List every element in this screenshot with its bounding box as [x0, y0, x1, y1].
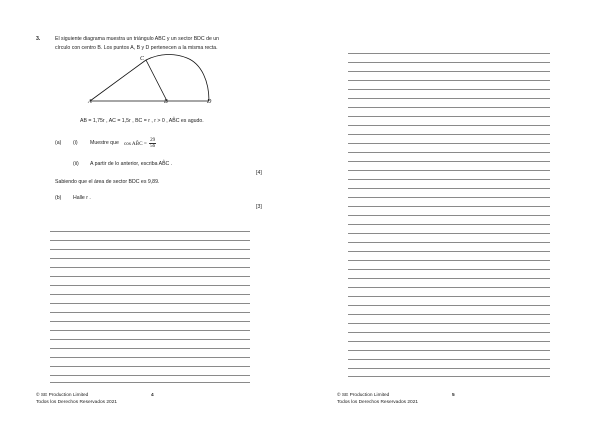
- answer-line: [348, 206, 550, 207]
- answer-line: [348, 350, 550, 351]
- side-ac: [90, 60, 146, 101]
- answer-line: [348, 359, 550, 360]
- question-intro-line-2: círculo con centro B. Los puntos A, B y D pertenecen a la misma recta.: [55, 45, 218, 51]
- triangle-sector-diagram: [80, 52, 220, 110]
- answer-line: [50, 303, 250, 304]
- answer-line: [50, 330, 250, 331]
- answer-line: [348, 332, 550, 333]
- answer-line: [348, 341, 550, 342]
- part-a-ii-text: A partir de lo anterior, escriba AB̂C .: [90, 161, 173, 167]
- answer-line: [348, 125, 550, 126]
- fraction: [149, 138, 156, 150]
- answer-line: [348, 170, 550, 171]
- sector-area-text: Sabiendo que el área de sector BDC es 9,89.: [55, 179, 160, 185]
- answer-line: [50, 321, 250, 322]
- answer-line: [348, 314, 550, 315]
- part-b-text: Halle r .: [73, 195, 91, 201]
- answer-line: [348, 71, 550, 72]
- part-a-i-expression: [124, 138, 156, 150]
- page-number-left: 4: [151, 393, 154, 398]
- answer-line: [348, 80, 550, 81]
- vertex-label-a: A: [88, 99, 92, 105]
- answer-line: [50, 258, 250, 259]
- footer-publisher-right: © SE Production Limited: [337, 393, 390, 398]
- footer-rights-left: Todos los Derechos Reservados 2021: [36, 400, 118, 405]
- answer-line: [348, 260, 550, 261]
- answer-line: [348, 89, 550, 90]
- answer-line: [50, 375, 250, 376]
- answer-line: [348, 98, 550, 99]
- part-a-label: (a): [55, 140, 62, 146]
- answer-line: [348, 197, 550, 198]
- answer-line: [348, 233, 550, 234]
- answer-line: [348, 107, 550, 108]
- answer-line: [50, 339, 250, 340]
- footer-publisher-left: © SE Production Limited: [36, 393, 89, 398]
- answer-line: [50, 249, 250, 250]
- side-bc: [146, 60, 167, 101]
- answer-line: [348, 224, 550, 225]
- part-a-i-text: Muestre que: [90, 140, 119, 146]
- page-number-right: 5: [452, 393, 455, 398]
- answer-line: [348, 179, 550, 180]
- question-number: 3.: [36, 36, 41, 42]
- answer-line: [50, 294, 250, 295]
- answer-line: [348, 278, 550, 279]
- part-a-ii-label: (ii): [73, 161, 79, 167]
- answer-line: [348, 368, 550, 369]
- footer-rights-right: Todos los Derechos Reservados 2021: [337, 400, 419, 405]
- part-a-i-label: (i): [73, 140, 78, 146]
- answer-line: [50, 382, 250, 383]
- vertex-label-b: B: [164, 99, 168, 105]
- vertex-label-d: D: [207, 99, 212, 105]
- answer-line: [50, 312, 250, 313]
- answer-line: [348, 53, 550, 54]
- given-values: AB = 1,75r , AC = 1,5r , BC = r , r > 0 , AB̂C es agudo.: [80, 118, 204, 124]
- answer-line: [348, 62, 550, 63]
- answer-line: [348, 152, 550, 153]
- answer-line: [348, 305, 550, 306]
- answer-line: [50, 267, 250, 268]
- answer-line: [348, 269, 550, 270]
- part-b-label: (b): [55, 195, 62, 201]
- part-b-marks: [3]: [256, 204, 262, 210]
- answer-line: [50, 348, 250, 349]
- vertex-label-c: C: [140, 56, 145, 62]
- answer-line: [348, 376, 550, 377]
- question-intro-line-1: El siguiente diagrama muestra un triángulo ABC y un sector BDC de un: [55, 36, 220, 42]
- answer-line: [50, 285, 250, 286]
- answer-line: [348, 134, 550, 135]
- fraction-numerator: 29: [150, 138, 156, 143]
- answer-line: [348, 143, 550, 144]
- answer-line: [50, 276, 250, 277]
- answer-line: [50, 240, 250, 241]
- answer-line: [50, 366, 250, 367]
- answer-line: [348, 242, 550, 243]
- answer-line: [348, 215, 550, 216]
- answer-line: [348, 188, 550, 189]
- answer-line: [50, 231, 250, 232]
- answer-line: [348, 116, 550, 117]
- cos-expression: cos AB̂C =: [124, 140, 147, 147]
- part-a-marks: [4]: [256, 170, 262, 176]
- fraction-denominator: 56: [150, 144, 156, 150]
- answer-line: [348, 251, 550, 252]
- answer-line: [348, 296, 550, 297]
- answer-line: [348, 287, 550, 288]
- answer-line: [348, 161, 550, 162]
- answer-line: [50, 357, 250, 358]
- answer-line: [348, 323, 550, 324]
